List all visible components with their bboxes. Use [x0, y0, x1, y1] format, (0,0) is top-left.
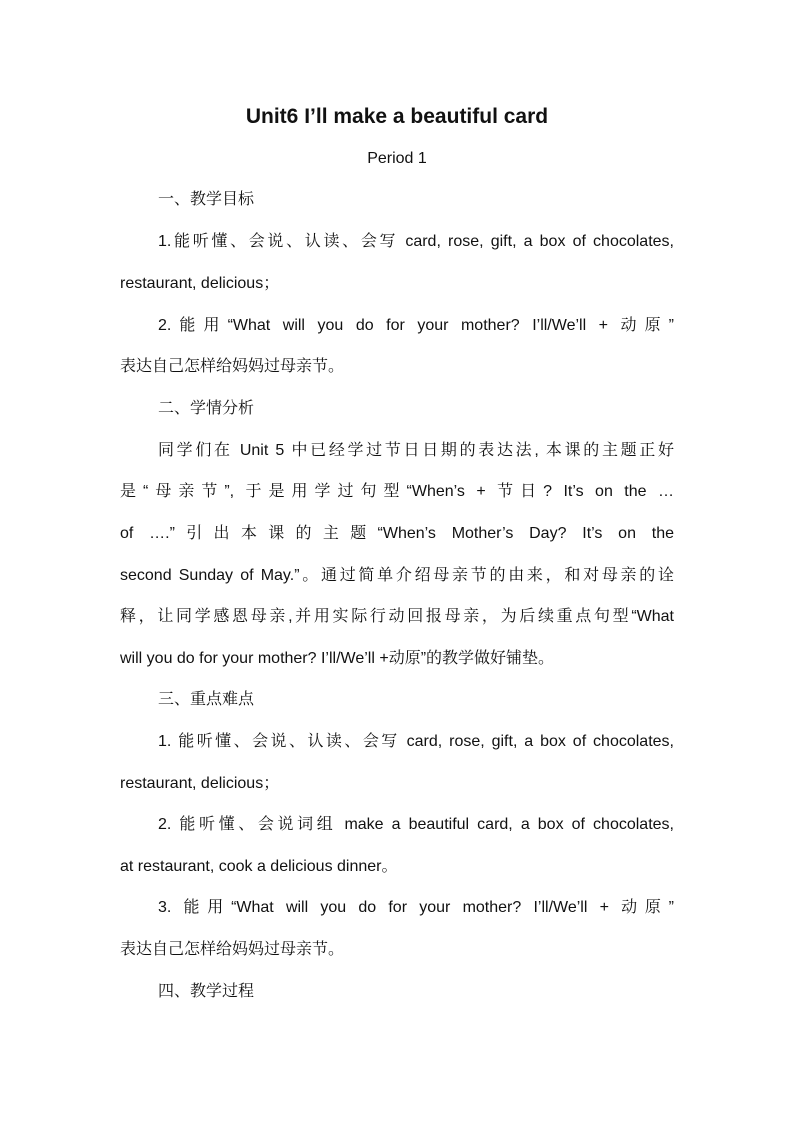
paragraph-line: will you do for your mother? I’ll/We’ll +动原”的教学做好铺垫。	[120, 650, 555, 667]
paragraph-line: 释，让同学感恩母亲,并用实际行动回报母亲，为后续重点句型“What	[120, 608, 674, 625]
paragraph-line: 表达自己怎样给妈妈过母亲节。	[120, 941, 345, 958]
paragraph-line: 3. 能用“What will you do for your mother? I’ll/We’ll + 动原”	[158, 899, 674, 916]
document-title: Unit6 I’ll make a beautiful card	[245, 105, 549, 128]
paragraph-line: 2.能用“What will you do for your mother? I’ll/We’ll + 动原”	[158, 317, 674, 334]
section-heading-objectives: 一、教学目标	[158, 191, 255, 208]
paragraph-line: 2. 能听懂、会说词组 make a beautiful card, a box of chocolates,	[158, 816, 674, 833]
paragraph-line: 是“母亲节”, 于是用学过句型“When’s + 节日? It’s on the …	[120, 483, 674, 500]
paragraph-line: 表达自己怎样给妈妈过母亲节。	[120, 358, 345, 375]
paragraph-line: restaurant, delicious；	[120, 775, 280, 792]
section-heading-analysis: 二、学情分析	[158, 400, 255, 417]
section-heading-process: 四、教学过程	[158, 983, 255, 1000]
paragraph-line: restaurant, delicious；	[120, 275, 280, 292]
paragraph-line: 同学们在 Unit 5 中已经学过节日日期的表达法, 本课的主题正好	[158, 442, 674, 459]
section-heading-key-points: 三、重点难点	[158, 691, 255, 708]
paragraph-line: 1. 能听懂、会说、认读、会写 card, rose, gift, a box of chocolates,	[158, 733, 674, 750]
period-label: Period 1	[367, 150, 427, 167]
paragraph-line: second Sunday of May.”。通过简单介绍母亲节的由来，和对母亲的诠	[120, 567, 674, 584]
paragraph-line: of ….”引出本课的主题“When’s Mother’s Day? It’s on the	[120, 525, 674, 542]
paragraph-line: 1.能听懂、会说、认读、会写 card, rose, gift, a box of chocolates,	[158, 233, 674, 250]
paragraph-line: at restaurant, cook a delicious dinner。	[120, 858, 398, 875]
